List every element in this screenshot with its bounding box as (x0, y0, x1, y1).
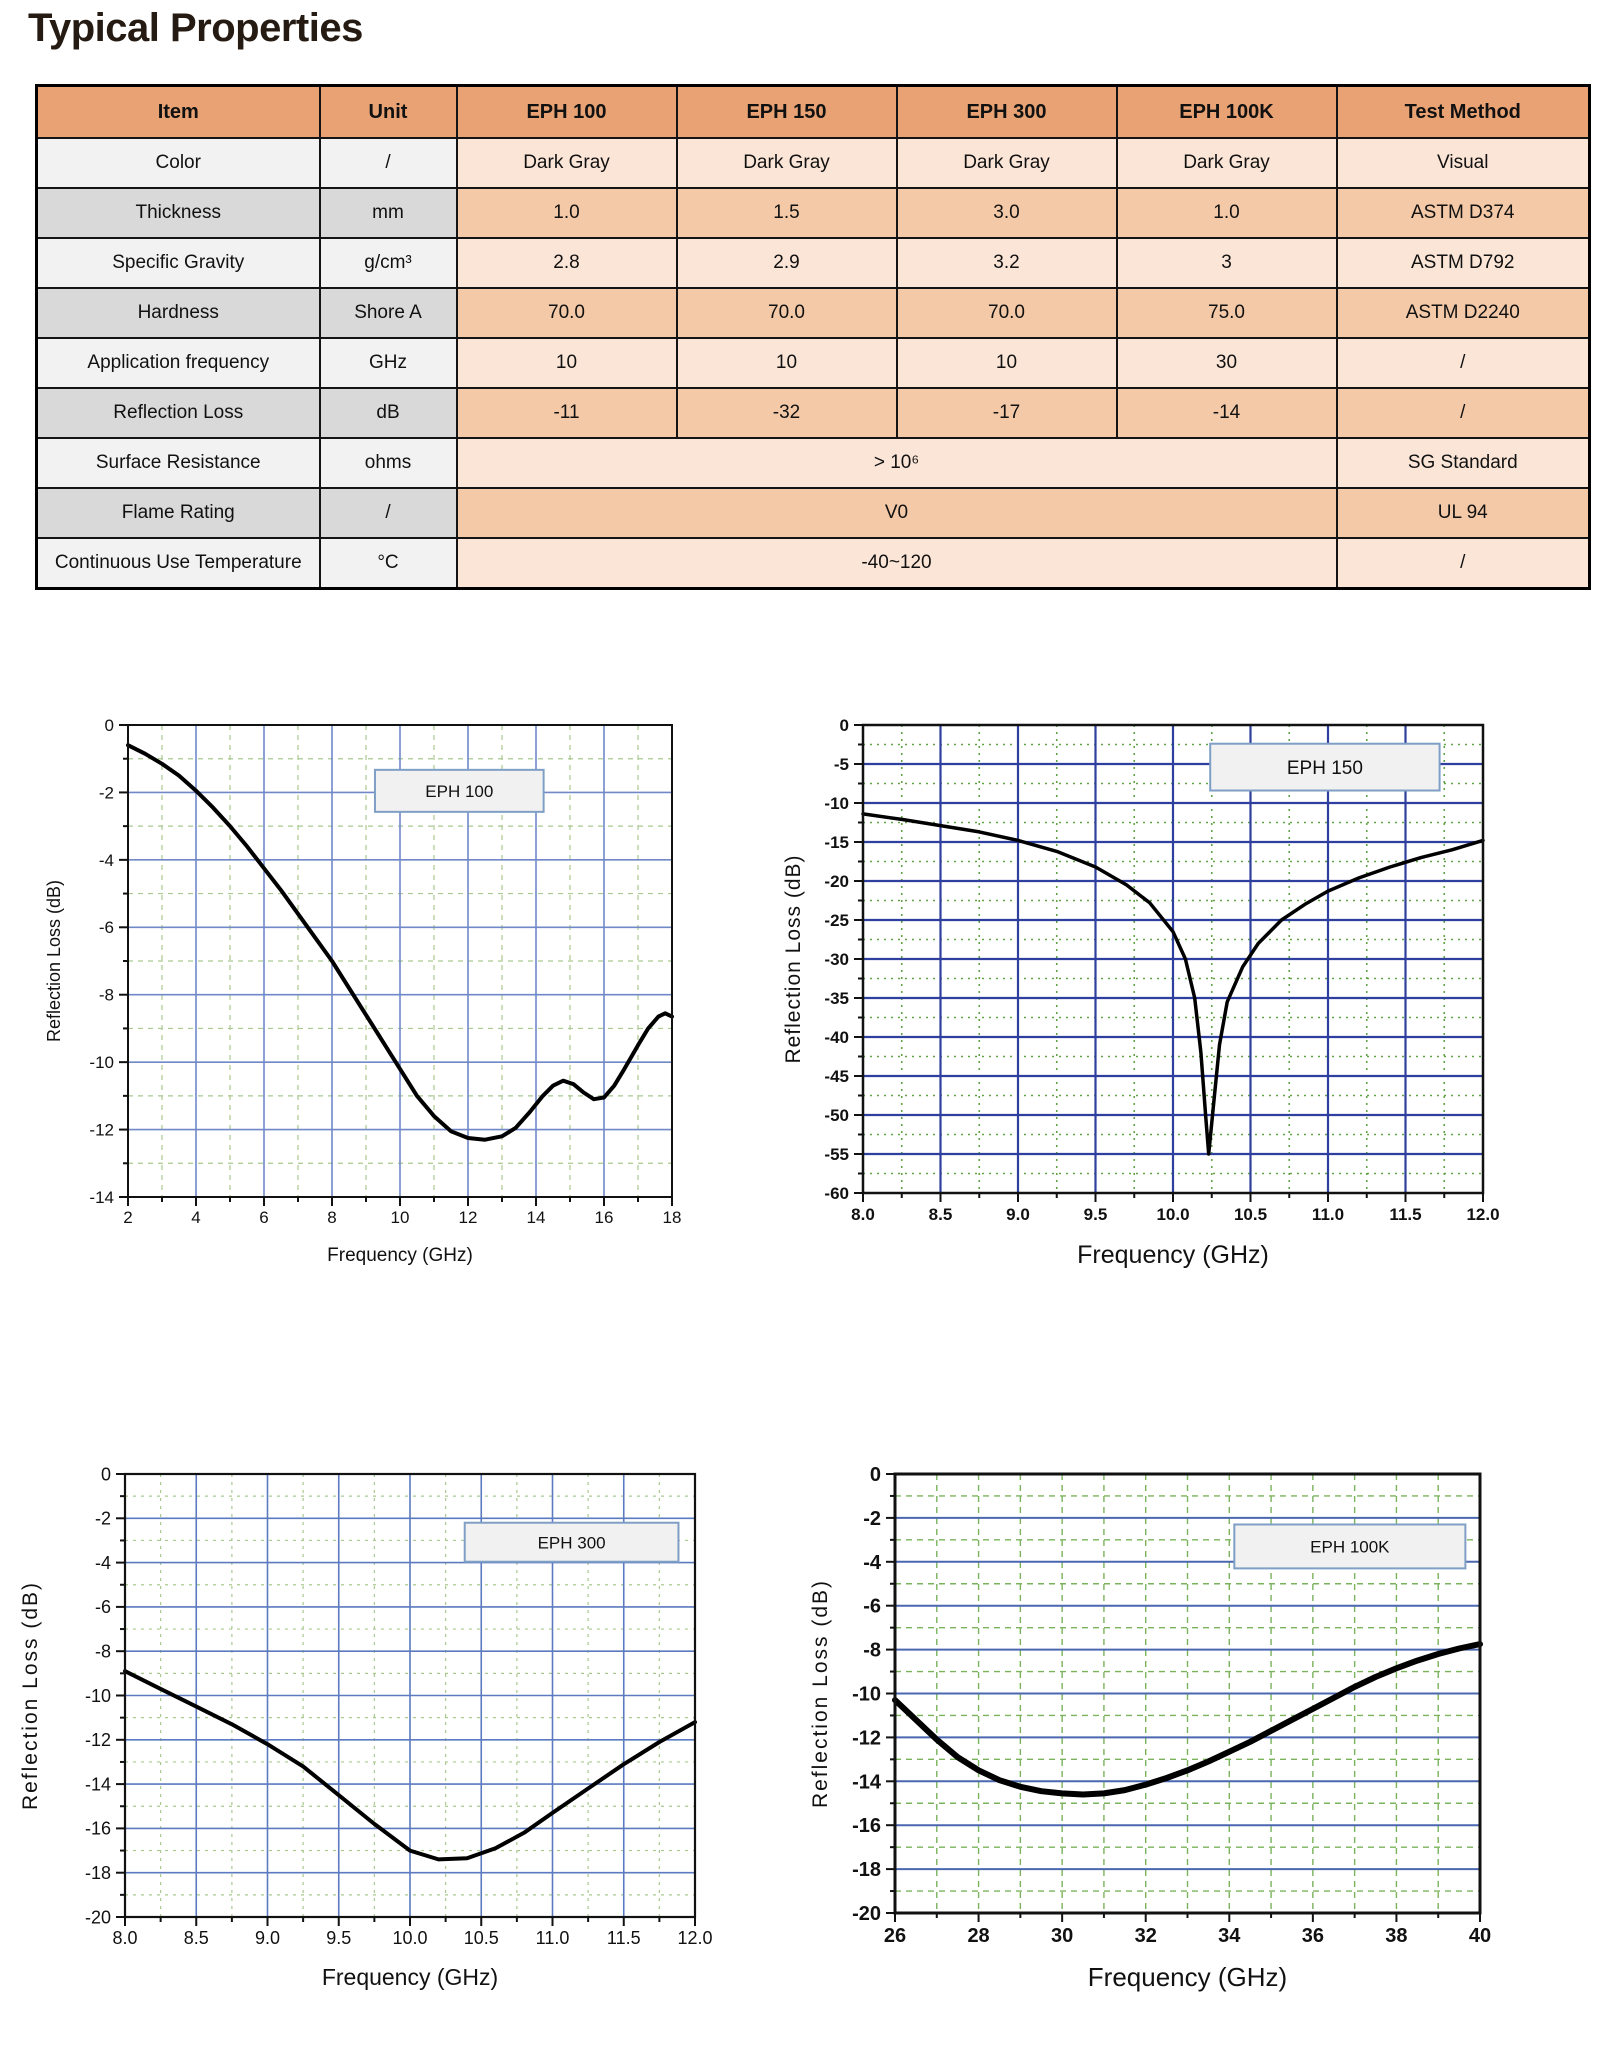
table-row (37, 338, 1590, 388)
table-row (37, 538, 1590, 589)
table-row (37, 438, 1590, 488)
column-header: Test Method (1337, 86, 1590, 139)
y-tick-label: -14 (89, 1187, 114, 1207)
table-body (37, 138, 1590, 589)
y-axis-title: Reflection Loss (dB) (809, 1578, 832, 1809)
x-tick-label: 12.0 (1466, 1205, 1500, 1224)
y-tick-label: -10 (852, 1683, 881, 1706)
y-axis-title: Reflection Loss (dB) (19, 1580, 42, 1811)
x-tick-label: 11.0 (535, 1928, 570, 1948)
y-tick-label: -14 (852, 1771, 881, 1794)
y-axis-title: Reflection Loss (dB) (44, 879, 64, 1043)
table-row (37, 188, 1590, 238)
x-axis-title: Frequency (GHz) (1087, 1962, 1288, 1992)
y-tick-label: -20 (84, 1907, 111, 1928)
x-tick-label: 28 (967, 1925, 990, 1947)
y-tick-label: -4 (98, 850, 114, 870)
table-cell: Hardness (37, 288, 320, 338)
table-cell: Color (37, 138, 320, 188)
table-row (37, 488, 1590, 538)
table-cell: 10 (457, 338, 677, 388)
column-header: EPH 100K (1117, 86, 1337, 139)
y-tick-label: -14 (84, 1774, 111, 1795)
x-tick-label: 8.5 (183, 1928, 209, 1948)
y-tick-label: -6 (98, 918, 114, 938)
y-tick-label: -8 (98, 985, 114, 1005)
x-tick-label: 12 (458, 1208, 478, 1227)
table-cell: -40~120 (457, 538, 1337, 589)
table-cell: Reflection Loss (37, 388, 320, 438)
legend-box (1234, 1524, 1465, 1568)
x-tick-label: 30 (1051, 1925, 1074, 1947)
x-tick-label: 10.0 (1156, 1205, 1190, 1224)
x-tick-label: 11.5 (606, 1928, 641, 1948)
table-cell: 70.0 (457, 288, 677, 338)
table-cell: Flame Rating (37, 488, 320, 538)
table-cell: Dark Gray (1117, 138, 1337, 188)
table-cell: ASTM D2240 (1337, 288, 1590, 338)
x-axis-title: Frequency (GHz) (327, 1245, 473, 1266)
table-cell: -11 (457, 388, 677, 438)
y-tick-label: -12 (852, 1727, 881, 1750)
x-tick-label: 9.0 (1006, 1205, 1030, 1224)
column-header: EPH 300 (897, 86, 1117, 139)
y-tick-label: -10 (84, 1685, 111, 1706)
y-axis-title: Reflection Loss (dB) (782, 854, 805, 1064)
y-tick-label: -55 (824, 1144, 849, 1164)
table-cell: Continuous Use Temperature (37, 538, 320, 589)
table-cell: 2.9 (677, 238, 897, 288)
chart-canvas-eph-150 (780, 685, 1520, 1310)
table-row (37, 288, 1590, 338)
x-tick-label: 38 (1385, 1925, 1408, 1947)
y-tick-label: -6 (863, 1595, 881, 1618)
table-cell: ASTM D792 (1337, 238, 1590, 288)
table-cell: SG Standard (1337, 438, 1590, 488)
table-cell: 1.0 (1117, 188, 1337, 238)
table-cell: Application frequency (37, 338, 320, 388)
table-cell: 70.0 (897, 288, 1117, 338)
table-cell: dB (320, 388, 457, 438)
table-cell: ASTM D374 (1337, 188, 1590, 238)
table-cell: UL 94 (1337, 488, 1590, 538)
table-cell: 10 (677, 338, 897, 388)
table-cell: Specific Gravity (37, 238, 320, 288)
legend-label: EPH 150 (1286, 757, 1363, 779)
x-tick-label: 8.5 (928, 1205, 953, 1224)
x-tick-label: 34 (1218, 1925, 1241, 1947)
typical-properties-table-wrap (35, 84, 1591, 590)
chart-canvas-eph-300 (15, 1434, 725, 2040)
y-tick-label: -5 (833, 754, 849, 774)
y-tick-label: -8 (94, 1641, 111, 1662)
x-tick-label: 32 (1134, 1925, 1157, 1947)
y-tick-label: -16 (84, 1818, 111, 1839)
y-tick-label: -10 (824, 793, 849, 813)
y-tick-label: 0 (100, 1464, 111, 1485)
legend-box (1210, 744, 1439, 791)
y-tick-label: -12 (89, 1120, 114, 1140)
table-cell: / (320, 138, 457, 188)
table-cell: 1.0 (457, 188, 677, 238)
x-tick-label: 10 (390, 1208, 410, 1227)
table-cell: / (1337, 338, 1590, 388)
table-cell: -32 (677, 388, 897, 438)
x-tick-label: 9.0 (254, 1928, 281, 1948)
page-title: Typical Properties (28, 6, 363, 50)
legend-label: EPH 100K (1310, 1537, 1390, 1557)
table-cell: -17 (897, 388, 1117, 438)
y-tick-label: -8 (863, 1639, 881, 1662)
table-cell: Dark Gray (897, 138, 1117, 188)
table-cell: 3 (1117, 238, 1337, 288)
x-tick-label: 18 (662, 1208, 682, 1227)
table-cell: 3.0 (897, 188, 1117, 238)
table-cell: 70.0 (677, 288, 897, 338)
x-tick-label: 11.5 (1389, 1205, 1422, 1224)
y-tick-label: -30 (824, 949, 849, 969)
y-tick-label: -6 (94, 1597, 111, 1618)
x-tick-label: 2 (123, 1208, 133, 1227)
properties-table (35, 84, 1591, 590)
x-tick-label: 36 (1301, 1925, 1324, 1947)
table-cell: 2.8 (457, 238, 677, 288)
table-cell: ohms (320, 438, 457, 488)
chart-eph-100k (785, 1434, 1525, 2040)
y-tick-label: -4 (94, 1552, 111, 1573)
y-tick-label: -20 (824, 871, 849, 891)
x-tick-label: 40 (1468, 1925, 1492, 1947)
y-tick-label: -15 (824, 832, 849, 852)
y-tick-label: -20 (852, 1903, 881, 1925)
y-tick-label: -2 (863, 1507, 881, 1530)
table-cell: 10 (897, 338, 1117, 388)
x-tick-label: 10.5 (1233, 1205, 1268, 1224)
x-tick-label: 14 (526, 1208, 546, 1227)
legend-label: EPH 300 (537, 1533, 606, 1553)
column-header: EPH 150 (677, 86, 897, 139)
table-cell: Surface Resistance (37, 438, 320, 488)
x-tick-label: 8 (327, 1208, 337, 1227)
y-tick-label: 0 (869, 1464, 881, 1486)
legend-box (465, 1523, 679, 1562)
table-cell: Thickness (37, 188, 320, 238)
y-tick-label: -18 (84, 1863, 111, 1883)
table-cell: > 10⁶ (457, 438, 1337, 488)
column-header: EPH 100 (457, 86, 677, 139)
x-tick-label: 8.0 (112, 1928, 138, 1948)
y-tick-label: 0 (104, 715, 114, 735)
table-cell: 3.2 (897, 238, 1117, 288)
table-cell: Dark Gray (677, 138, 897, 188)
x-tick-label: 12.0 (677, 1928, 713, 1948)
table-cell: -14 (1117, 388, 1337, 438)
x-tick-label: 10.0 (392, 1928, 428, 1948)
table-cell: g/cm³ (320, 238, 457, 288)
table-row (37, 138, 1590, 188)
x-tick-label: 16 (594, 1208, 614, 1227)
table-row (37, 238, 1590, 288)
table-row (37, 388, 1590, 438)
chart-eph-300 (15, 1434, 725, 2040)
chart-eph-100 (15, 685, 720, 1300)
x-tick-label: 26 (883, 1925, 907, 1947)
x-axis-title: Frequency (GHz) (321, 1964, 499, 1990)
table-cell: / (1337, 538, 1590, 589)
y-tick-label: -60 (824, 1183, 849, 1203)
y-tick-label: -4 (863, 1551, 881, 1574)
legend-box (375, 770, 544, 812)
x-tick-label: 9.5 (326, 1928, 352, 1948)
y-tick-label: -35 (824, 988, 849, 1008)
y-tick-label: 0 (839, 715, 849, 735)
chart-eph-150 (780, 685, 1520, 1310)
table-cell: / (1337, 388, 1590, 438)
y-tick-label: -40 (824, 1027, 849, 1047)
table-cell: 75.0 (1117, 288, 1337, 338)
column-header: Item (37, 86, 320, 139)
table-cell: / (320, 488, 457, 538)
table-cell: Visual (1337, 138, 1590, 188)
table-cell: 1.5 (677, 188, 897, 238)
table-cell: Shore A (320, 288, 457, 338)
table-header-row (37, 86, 1590, 139)
x-tick-label: 11.0 (1311, 1205, 1345, 1224)
y-tick-label: -12 (84, 1730, 111, 1751)
x-tick-label: 6 (259, 1208, 269, 1227)
table-cell: 30 (1117, 338, 1337, 388)
y-tick-label: -18 (852, 1859, 881, 1882)
y-tick-label: -16 (852, 1815, 881, 1838)
chart-canvas-eph-100k (785, 1434, 1525, 2040)
x-tick-label: 10.5 (463, 1928, 499, 1948)
table-cell: mm (320, 188, 457, 238)
legend-label: EPH 100 (425, 781, 494, 801)
table-cell: GHz (320, 338, 457, 388)
y-tick-label: -50 (824, 1105, 849, 1125)
x-axis-title: Frequency (GHz) (1077, 1241, 1269, 1269)
table-cell: °C (320, 538, 457, 589)
table-cell: Dark Gray (457, 138, 677, 188)
y-tick-label: -10 (89, 1053, 114, 1073)
x-tick-label: 8.0 (851, 1205, 875, 1224)
y-tick-label: -45 (824, 1066, 849, 1086)
y-tick-label: -2 (94, 1508, 111, 1529)
x-tick-label: 9.5 (1083, 1205, 1108, 1224)
y-tick-label: -2 (98, 783, 114, 803)
table-cell: V0 (457, 488, 1337, 538)
y-tick-label: -25 (824, 910, 849, 930)
column-header: Unit (320, 86, 457, 139)
x-tick-label: 4 (191, 1208, 201, 1227)
chart-canvas-eph-100 (15, 685, 720, 1300)
